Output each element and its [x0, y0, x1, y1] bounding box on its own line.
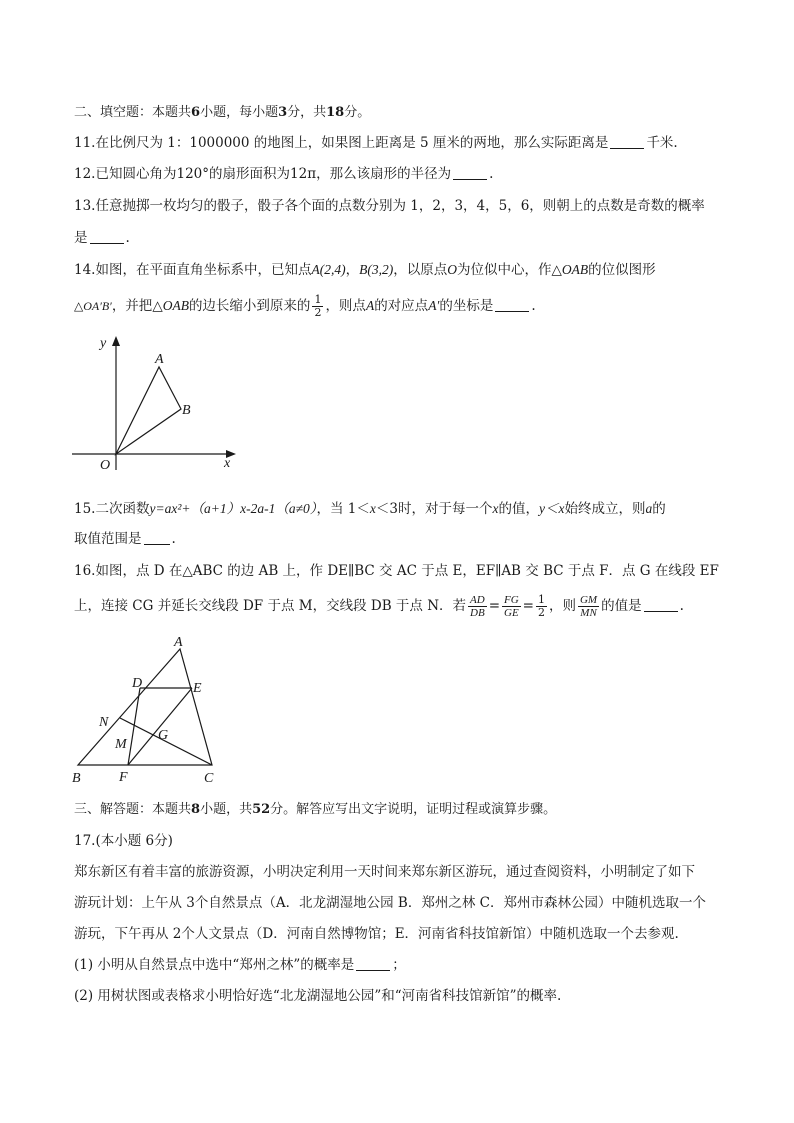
question-16-line2	[74, 594, 684, 619]
question-13-line2	[74, 228, 130, 248]
coordinate-figure	[66, 330, 246, 480]
header-text: 分。	[344, 105, 371, 120]
point-e-label: E	[193, 681, 202, 696]
origin-label: O	[100, 458, 111, 473]
y-axis-label: y	[100, 336, 107, 351]
fraction-one-half: $\frac{1}{2}$	[314, 293, 322, 319]
question-text: ，那么该扇形的半径为	[316, 166, 452, 182]
equals-sign: =	[522, 598, 534, 614]
question-text: ，并把	[111, 298, 153, 314]
question-14-line2	[74, 294, 536, 319]
answer-blank	[453, 165, 487, 180]
variable: x	[492, 501, 499, 516]
equals-sign: =	[488, 598, 500, 614]
fraction-ad-db: $\frac{AD}{DB}$	[470, 594, 485, 619]
question-16-line1: 16.如图，点 D 在△ABC 的边 AB 上，作 DE∥BC 交 AC 于点 E，EF∥AB 交 BC 于点 F．点 G 在线段 EF	[74, 563, 719, 579]
question-text: 始终成立，则	[564, 501, 646, 517]
question-17-sub-2: (2) 用树状图或表格求小明恰好选“北龙湖湿地公园”和“河南省科技馆新馆”的概率.	[74, 988, 562, 1004]
question-text: 为位似中心，作	[456, 262, 552, 278]
point-m-label: M	[115, 737, 127, 752]
point-a: A(2,4)	[311, 262, 346, 277]
points-total: 52	[252, 802, 271, 817]
question-text: .	[489, 166, 494, 182]
point-b: B(3,2)	[359, 262, 394, 277]
triangle-label: △OAB	[551, 262, 589, 277]
question-text: 的值，	[498, 501, 539, 517]
origin-label: O	[447, 262, 457, 277]
question-17-paragraph-1: 郑东新区有着丰富的旅游资源，小明决定利用一天时间来郑东新区游玩，通过查阅资料，小明制定了如下	[74, 864, 695, 880]
question-text: 是	[74, 230, 88, 246]
question-text: 的	[652, 501, 666, 517]
answer-blank	[144, 530, 170, 545]
vertex-b-label: B	[72, 771, 81, 786]
question-text: 的值是	[601, 598, 642, 614]
question-17-paragraph-3: 游玩，下午再从 2个人文景点（D．河南自然博物馆；E．河南省科技馆新馆）中随机选取一个去参观.	[74, 926, 679, 942]
triangle-abc	[78, 649, 212, 765]
question-text: .	[531, 298, 536, 314]
answer-blank	[610, 134, 644, 149]
x-axis-label: x	[224, 456, 231, 471]
header-text: 小题，每小题	[200, 105, 279, 120]
question-count: 6	[191, 105, 201, 120]
question-text: 11.在比例尺为 1：1000000 的地图上，如果图上距离是 5 厘米的两地，那么实际距离是	[74, 135, 609, 151]
question-count: 8	[191, 802, 201, 817]
quadratic-function: y=ax²+（a+1）x-2a-1（a≠0）	[149, 501, 317, 516]
question-text: (1) 小明从自然景点中选中“郑州之林”的概率是	[74, 957, 355, 973]
question-17-sub-1	[74, 955, 406, 975]
question-11	[74, 133, 678, 153]
triangle-figure	[66, 630, 236, 790]
answer-blank	[495, 297, 529, 312]
point-d-label: D	[132, 676, 143, 691]
question-text: 的坐标是	[439, 298, 494, 314]
vertex-a-label: A	[155, 352, 164, 367]
header-text: 分，共	[287, 105, 327, 120]
question-13-line1: 13.任意抛掷一枚均匀的骰子，骰子各个面的点数分别为 1，2，3，4，5，6，则朝上的点数是奇数的概率	[74, 198, 705, 214]
fraction-fg-ge: $\frac{FG}{GE}$	[504, 594, 519, 619]
question-text: ，以原点	[393, 262, 448, 278]
question-15-line1	[74, 499, 666, 519]
vertex-a-label: A	[174, 635, 183, 650]
point-label: A′	[428, 298, 440, 313]
question-text: 14.如图，在平面直角坐标系中，已知点	[74, 262, 312, 278]
triangle-oab	[116, 367, 181, 454]
question-text: 上，连接 CG 并延长交线段 DF 于点 M，交线段 DB 于点 N．若	[74, 598, 467, 614]
question-text: ，	[345, 262, 360, 278]
question-text: 15.二次函数	[74, 501, 150, 517]
question-15-line2	[74, 529, 176, 549]
variable: a	[645, 501, 653, 516]
point-f-label: F	[119, 770, 128, 785]
answer-blank	[356, 956, 390, 971]
fraction-gm-mn: $\frac{GM}{MN}$	[579, 594, 598, 619]
fraction-one-half: $\frac{1}{2}$	[537, 593, 545, 619]
question-17-title: 17.(本小题 6分)	[74, 833, 173, 849]
question-text: ＜3时，对于每一个	[375, 501, 493, 517]
question-text: ，则点	[325, 298, 366, 314]
question-text: 的扇形面积为	[209, 166, 291, 182]
answer-blank	[644, 597, 678, 612]
header-text: 分。解答应写出文字说明，证明过程或演算步骤。	[270, 802, 557, 817]
inequality: y＜x	[538, 501, 565, 516]
y-axis-arrow	[112, 336, 120, 346]
question-12	[74, 164, 493, 184]
question-text: .	[679, 598, 684, 614]
header-text: 小题，共	[200, 802, 253, 817]
question-text: ，则	[548, 598, 576, 614]
question-text: 的边长缩小到原来的	[188, 298, 311, 314]
vertex-c-label: C	[204, 771, 214, 786]
answer-blank	[90, 229, 124, 244]
angle-value: 120°	[176, 166, 210, 182]
points-total: 18	[326, 105, 345, 120]
triangle-label: △OA′B′	[74, 299, 112, 313]
question-text: 千米.	[646, 135, 678, 151]
question-text: 12.已知圆心角为	[74, 166, 177, 182]
triangle-label: △OAB	[152, 298, 189, 313]
header-text: 二、填空题：本题共	[74, 105, 192, 120]
question-text: .	[125, 230, 130, 246]
question-14-line1	[74, 260, 656, 280]
section-3-header	[74, 800, 556, 820]
question-text: ，当 1＜	[316, 501, 370, 517]
question-text: ；	[392, 957, 406, 973]
vertex-b-label: B	[182, 403, 191, 418]
point-label: A	[365, 298, 375, 313]
question-text: 取值范围是	[74, 531, 142, 547]
question-text: .	[171, 531, 176, 547]
points-each: 3	[278, 105, 288, 120]
question-17-paragraph-2: 游玩计划：上午从 3个自然景点（A．北龙湖湿地公园 B．郑州之林 C．郑州市森林公园）中随机选取一个	[74, 895, 706, 911]
section-2-header	[74, 103, 370, 123]
question-text: 的位似图形	[588, 262, 656, 278]
point-g-label: G	[158, 728, 169, 743]
variable: x	[369, 501, 376, 516]
question-text: 的对应点	[374, 298, 429, 314]
header-text: 三、解答题：本题共	[74, 802, 192, 817]
point-n-label: N	[99, 715, 109, 730]
area-value: 12π	[290, 166, 317, 182]
